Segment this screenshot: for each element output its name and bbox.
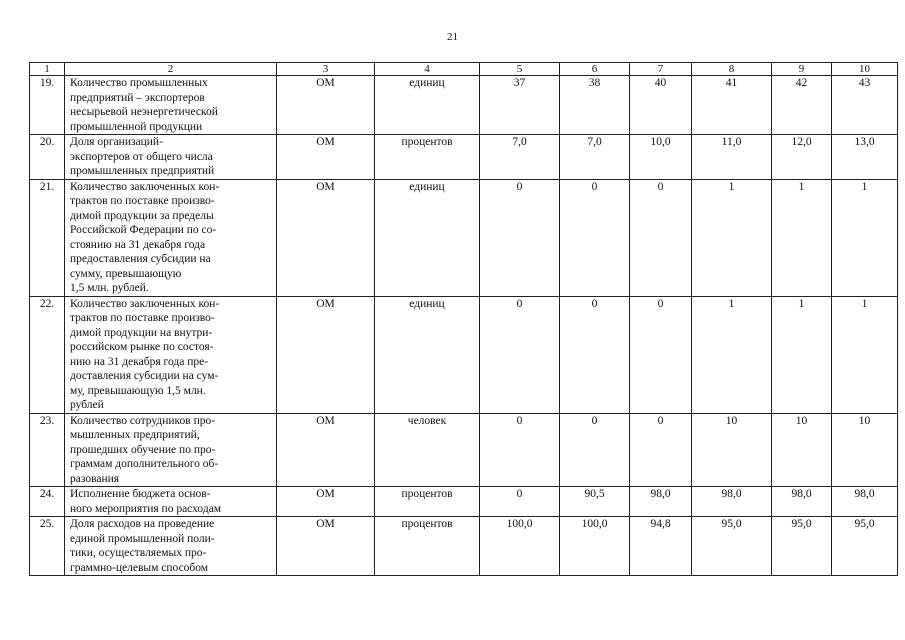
value-cell: 94,8 bbox=[630, 517, 692, 576]
value-cell: 0 bbox=[480, 296, 560, 413]
value-cell: 98,0 bbox=[630, 487, 692, 517]
header-cell: 3 bbox=[277, 63, 375, 76]
value-cell: 98,0 bbox=[772, 487, 832, 517]
indicator-name-line: трактов по поставке произво- bbox=[70, 312, 215, 324]
indicator-name bbox=[65, 487, 277, 517]
value-cell: 38 bbox=[560, 76, 630, 135]
value-cell: 37 bbox=[480, 76, 560, 135]
indicator-name-line: мышленных предприятий, bbox=[70, 429, 200, 441]
indicator-type: ОМ bbox=[277, 135, 375, 180]
indicator-name-line: димой продукции за пределы bbox=[70, 209, 214, 222]
value-cell: 1 bbox=[772, 179, 832, 296]
indicator-name-line: Доля организаций- bbox=[70, 136, 163, 148]
indicator-type: ОМ bbox=[277, 76, 375, 135]
header-cell: 7 bbox=[630, 63, 692, 76]
indicator-name-line: трактов по поставке произво- bbox=[70, 195, 215, 207]
indicator-name-line: 1,5 млн. рублей. bbox=[70, 282, 149, 294]
indicator-name bbox=[65, 413, 277, 487]
value-cell: 40 bbox=[630, 76, 692, 135]
indicator-name bbox=[65, 179, 277, 296]
value-cell: 10,0 bbox=[630, 135, 692, 180]
indicator-name-line: нию на 31 декабря года пре- bbox=[70, 355, 209, 368]
indicator-name-line: несырьевой неэнергетической bbox=[70, 106, 218, 118]
value-cell: 7,0 bbox=[560, 135, 630, 180]
row-number: 19. bbox=[30, 76, 65, 135]
table-row bbox=[30, 135, 898, 180]
indicator-name-line: граммно-целевым способом bbox=[70, 561, 209, 574]
value-cell: 98,0 bbox=[832, 487, 898, 517]
value-cell: 0 bbox=[560, 413, 630, 487]
header-cell: 6 bbox=[560, 63, 630, 76]
row-number: 23. bbox=[30, 413, 65, 487]
table-row bbox=[30, 517, 898, 576]
indicator-name-line: тики, осуществляемых про- bbox=[70, 547, 207, 559]
value-cell: 13,0 bbox=[832, 135, 898, 180]
value-cell: 0 bbox=[480, 487, 560, 517]
value-cell: 43 bbox=[832, 76, 898, 135]
header-cell: 10 bbox=[832, 63, 898, 76]
value-cell: 0 bbox=[560, 296, 630, 413]
value-cell: 95,0 bbox=[692, 517, 772, 576]
table-row bbox=[30, 487, 898, 517]
value-cell: 42 bbox=[772, 76, 832, 135]
page-number: 21 bbox=[447, 31, 458, 43]
row-number: 25. bbox=[30, 517, 65, 576]
value-cell: 7,0 bbox=[480, 135, 560, 180]
table-row bbox=[30, 296, 898, 413]
row-number: 24. bbox=[30, 487, 65, 517]
header-cell: 8 bbox=[692, 63, 772, 76]
indicator-name bbox=[65, 76, 277, 135]
unit: единиц bbox=[375, 179, 480, 296]
header-cell: 4 bbox=[375, 63, 480, 76]
value-cell: 1 bbox=[832, 179, 898, 296]
value-cell: 10 bbox=[772, 413, 832, 487]
indicator-name-line: Количество сотрудников про- bbox=[70, 414, 216, 427]
value-cell: 95,0 bbox=[772, 517, 832, 576]
indicator-name-line: доставления субсидии на сум- bbox=[70, 370, 219, 382]
header-cell: 2 bbox=[65, 63, 277, 76]
indicator-name-line: промышленной продукции bbox=[70, 120, 203, 133]
header-cell: 5 bbox=[480, 63, 560, 76]
indicator-name-line: димой продукции на внутри- bbox=[70, 326, 213, 339]
value-cell: 1 bbox=[692, 296, 772, 413]
indicator-name-line: экспортеров от общего числа bbox=[70, 150, 213, 163]
value-cell: 100,0 bbox=[560, 517, 630, 576]
indicator-name-line: рублей bbox=[70, 399, 104, 411]
row-number: 22. bbox=[30, 296, 65, 413]
value-cell: 1 bbox=[832, 296, 898, 413]
table-header-row bbox=[30, 63, 898, 76]
value-cell: 1 bbox=[692, 179, 772, 296]
indicator-name-line: предоставления субсидии на bbox=[70, 253, 211, 265]
indicator-name-line: промышленных предприятий bbox=[70, 165, 215, 177]
indicator-type: ОМ bbox=[277, 296, 375, 413]
indicator-name-line: Исполнение бюджета основ- bbox=[70, 488, 211, 500]
value-cell: 90,5 bbox=[560, 487, 630, 517]
value-cell: 0 bbox=[630, 413, 692, 487]
header-cell: 1 bbox=[30, 63, 65, 76]
indicator-type: ОМ bbox=[277, 487, 375, 517]
value-cell: 0 bbox=[630, 179, 692, 296]
table-row bbox=[30, 179, 898, 296]
indicator-name bbox=[65, 517, 277, 576]
indicator-name-line: единой промышленной поли- bbox=[70, 532, 215, 545]
row-number: 20. bbox=[30, 135, 65, 180]
unit: человек bbox=[375, 413, 480, 487]
indicator-name-line: стоянию на 31 декабря года bbox=[70, 238, 206, 251]
indicators-table bbox=[29, 62, 898, 576]
indicator-name-line: граммам дополнительного об- bbox=[70, 458, 219, 470]
indicator-name-line: ного мероприятия по расходам bbox=[70, 502, 222, 515]
indicator-type: ОМ bbox=[277, 517, 375, 576]
value-cell: 0 bbox=[480, 179, 560, 296]
value-cell: 12,0 bbox=[772, 135, 832, 180]
indicator-name-line: сумму, превышающую bbox=[70, 267, 182, 280]
indicator-name-line: Количество заключенных кон- bbox=[70, 297, 220, 310]
header-cell: 9 bbox=[772, 63, 832, 76]
value-cell: 100,0 bbox=[480, 517, 560, 576]
indicator-name bbox=[65, 296, 277, 413]
unit: единиц bbox=[375, 296, 480, 413]
value-cell: 0 bbox=[560, 179, 630, 296]
unit: единиц bbox=[375, 76, 480, 135]
indicator-name-line: Доля расходов на проведение bbox=[70, 518, 215, 530]
unit: процентов bbox=[375, 517, 480, 576]
table-row bbox=[30, 76, 898, 135]
indicator-name-line: прошедших обучение по про- bbox=[70, 443, 216, 456]
indicator-name-line: Количество промышленных bbox=[70, 77, 208, 89]
value-cell: 41 bbox=[692, 76, 772, 135]
value-cell: 11,0 bbox=[692, 135, 772, 180]
indicator-name bbox=[65, 135, 277, 180]
row-number: 21. bbox=[30, 179, 65, 296]
indicator-name-line: Количество заключенных кон- bbox=[70, 180, 220, 193]
indicator-name-line: Российской Федерации по со- bbox=[70, 224, 217, 236]
value-cell: 98,0 bbox=[692, 487, 772, 517]
unit: процентов bbox=[375, 487, 480, 517]
value-cell: 10 bbox=[692, 413, 772, 487]
indicator-name-line: предприятий – экспортеров bbox=[70, 91, 205, 104]
value-cell: 10 bbox=[832, 413, 898, 487]
indicator-name-line: разования bbox=[70, 472, 120, 485]
value-cell: 0 bbox=[480, 413, 560, 487]
table-row bbox=[30, 413, 898, 487]
value-cell: 95,0 bbox=[832, 517, 898, 576]
value-cell: 1 bbox=[772, 296, 832, 413]
value-cell: 0 bbox=[630, 296, 692, 413]
indicator-name-line: российском рынке по состоя- bbox=[70, 341, 214, 353]
indicator-type: ОМ bbox=[277, 179, 375, 296]
unit: процентов bbox=[375, 135, 480, 180]
indicator-type: ОМ bbox=[277, 413, 375, 487]
indicator-name-line: му, превышающую 1,5 млн. bbox=[70, 384, 206, 397]
